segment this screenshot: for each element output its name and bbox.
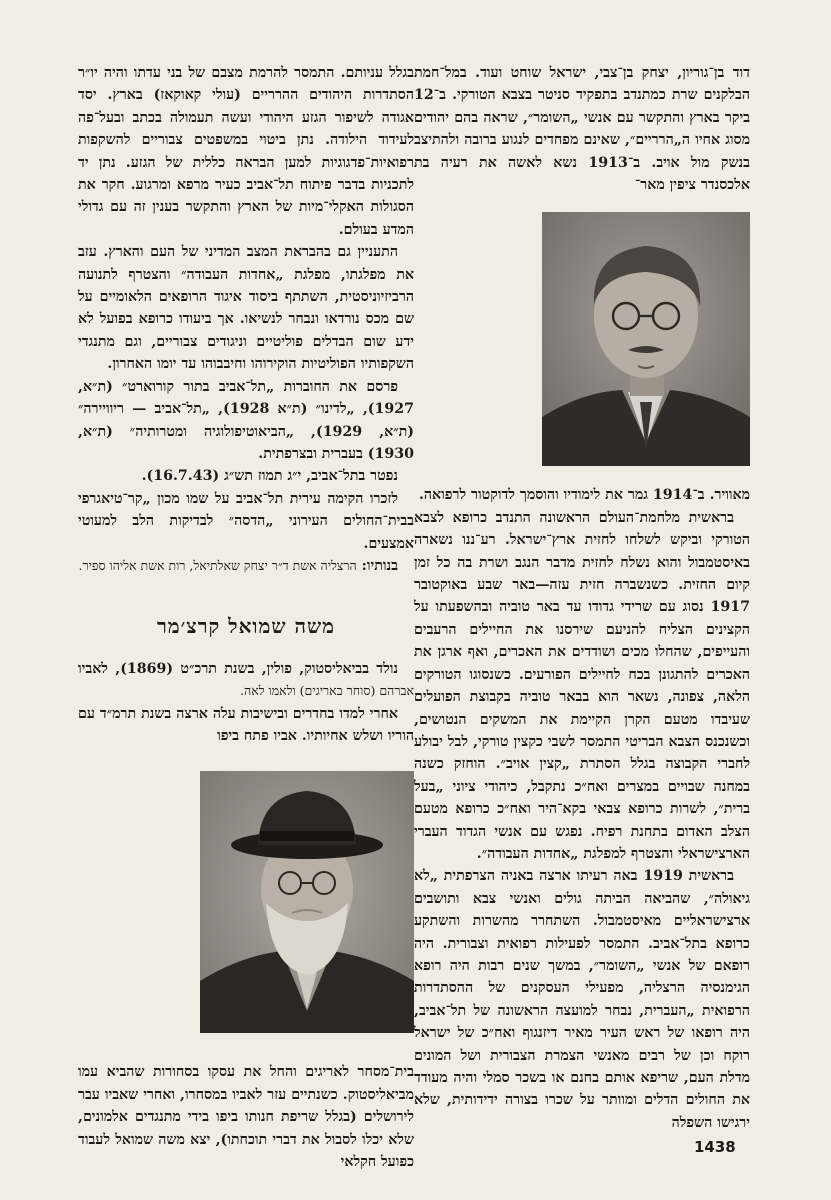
left-daughters: [78, 555, 414, 577]
right-after-photo: מאוויר. ב־1914 גמר את לימודיו והוסמך לדוקטור לרפואה.: [418, 487, 750, 504]
portrait-photo-hat: [200, 771, 414, 1033]
right-column: [414, 62, 750, 1134]
entry-para-2: אחרי למדו בחדרים ובישיבות עלה ארצה בשנת תרמ״ד עם הוריו ושלש אחיותיו. אביו פתח ביפו: [78, 705, 414, 744]
left-para-2: התעניין גם בהבראת המצב המדיני של העם והארץ. עזב את מפלגתו, מפלגת „אחדות העבודה״ והצטרף לתנועה הרביזיוניסטית, השתתף ביסוד איגוד הרופאים הלאומיים על שם מכס נורדאו ונבחר לנשיאו. אך ביעודו כרופא בפועל לא ידע שום הבדלים פוליטיים וניגודים צבוריים, וגם מתנגדי השקפותיו הפוליטיות הוקירוהו וחיבבוהו עד יומו האחרון.: [78, 244, 414, 373]
left-para-4: נפטר בתל־אביב, י״ג תמוז תש״ג (16.7.43).: [141, 468, 398, 485]
left-para-5: לזכרו הקימה עירית תל־אביב על שמו מכון „קר־טיאגרפי בבית־החולים העירוני „הדסה״ לבדיקות הלב למעוטי אמצעים.: [78, 490, 414, 552]
page-number: 1438: [694, 1138, 736, 1156]
left-para-1: בגלל עניותם. התמסר להרמת מצבם של בני עדתו והיה יו״ר הסתדרות היהודים ההרריים (עולי קאוקאז) בארץ. יסד אגודה לשיפור הגזע היהודי ועשה תעמולה בכתב ובעל־פה לעידוד הילודה. נתן ביטוי במשפטים צבוריים להשקפות רפואיות־פדגוגיות למען הבראה כללית של הגזע. נתן יד לתכניות בדבר פיתוח תל־אביב כעיר מרפא ומרגוע. חקר את הסגולות האקלי־מיות של הארץ והתקשר בענין זה עם גדולי המדע בעולם.: [78, 65, 414, 238]
right-para-1919: בראשית 1919 באה רעיתו ארצה באניה הצרפתית „לא גיאולה״, שהביאה הביתה גולים ואנשי צבא ותושבים ארצישראליים מאיסטמבול. השתחרר מהשרות והשתקע כרופא בתל־אביב. התמסר לפעילות רפואית וצבורית. היה רופאם של אנשי „השומר״, במשך שנים רבות היה רופא הגימנסיה הרצליה, מפעילי העסקנים של ההסתדרות הרפואית „העברית, נבחר למועצה הראשונה של תל־אביב, היה רופאו של ראש העיר מאיר דיזנגוף ואח״כ של ישראל רוקח וכן של רבים מאנשי הצמרת הצבורית ושל המונים מדלת העם, שריפא אותם בחנם או בשכר סמלי והיה מעודד את החולים הדלים ומוותר על שכרו בצורה ידידותית, שלא ירגישו השפלה: [414, 868, 750, 1131]
entry-para-1: [78, 658, 414, 703]
left-column: [78, 62, 414, 1173]
entry-para-1-bold: נולד בביאליסטוק, פולין, בשנת תרכ״ט (1869), לאביו: [78, 660, 398, 677]
entry-para-1-small: אברהם (סוחר באריגים) ולאמו לאה.: [240, 683, 414, 699]
right-intro: דוד בן־גוריון, יצחק בן־צבי, ישראל שוחט ועוד. במל־חמת הבלקנים שרת כמתנדב בתפקיד סניטר בצבא הטורקי. ב־12 ביקר בארץ והתקשר עם אנשי „השומר״, שראה בהם יהודים מסוג אחיו ה„הרריים״, שאינם מפחדים לנגוע ברובה ולהתיצב בנשק מול אויב. ב־1913 נשא לאשה את רעיה בת אלכסנדר ציפין מאר־: [414, 65, 750, 194]
left-para-3: פרסם את החוברות „תל־אביב בתור קורוארט״ (ת״א, 1927), „לדינו״ (ת״א 1928), „תל־אביב — ריוויירה״ (ת״א, 1929), „הביאוטיפולוגיה ומטרותיה״ (ת״א, 1930) בעברית ובצרפתית.: [78, 378, 415, 462]
right-para-war: בראשית מלחמת־העולם הראשונה התנדב כרופא לצבא הטורקי וביקש לשלחו לחזית ארץ־ישראל. רע־ננו נשארה באיסטמבול והוא נשלח לחזית מדבר הנגב ושרת בה כל זמן קיום החזית. כשנשברה חזית עזה—באר שבע באוקטובר 1917 נסוג עם שרידי גדודו עד באר טוביה ובהשפעתו על הקצינים הצליח להניעם שירסנו את החיילים הרעבים והעייפים, שהחלו מכים ושודדים את האכרים, ואף ארגן את האכרים להתגונן בכח לחיילים הפורעים. כשנסוגו הטורקים הלאה, צפונה, נשאר הוא בבאר טוביה בקבוצת הפועלים שעיבדו מטעם הקרן הקיימת את המשקים הנטושים, וכשנכנס הצבא הבריטי התמסר לשבי כקצין טורקי, לבל יבולע לחברי הקבוצה בגלל הסתרת „קצין אויב״. הוחזק כשנה במחנה שבויים במצרים ואח״כ נתקבל, כיהודי ציוני „בעל ברית״, לשרות כרופא צבאי בקא־היר ואח״כ כרופא מטעם הצלב האדום בתחנת רפיח. נפגש עם אנשי הגדוד העברי הארצישראלי והצטרף למפלגת „אחדות העבודה״.: [414, 509, 750, 862]
entry-heading: משה שמואל קרצ׳מר: [156, 614, 336, 639]
daughters-text: הרצליה אשת ד״ר יצחק שאלתיאל, רות אשת אליהו ספיר.: [78, 557, 357, 573]
portrait-photo-glasses: [542, 212, 750, 466]
entry-para-3: בית־מסחר לאריגים והחל את עסקו בסחורות שהביא עמו מביאליסטוק. כשנתיים עזר לאביו במסחרו, ואחרי שאביו עבר לירושלים (בגלל שריפת חנותו ביפו בידי מתנגדים אלמונים, שלא יכלו לסבול את דברי תוכחתו), יצא משה שמואל לעבוד כפועל חקלאי: [78, 1064, 414, 1170]
daughters-label: בנותיו:: [361, 557, 398, 574]
